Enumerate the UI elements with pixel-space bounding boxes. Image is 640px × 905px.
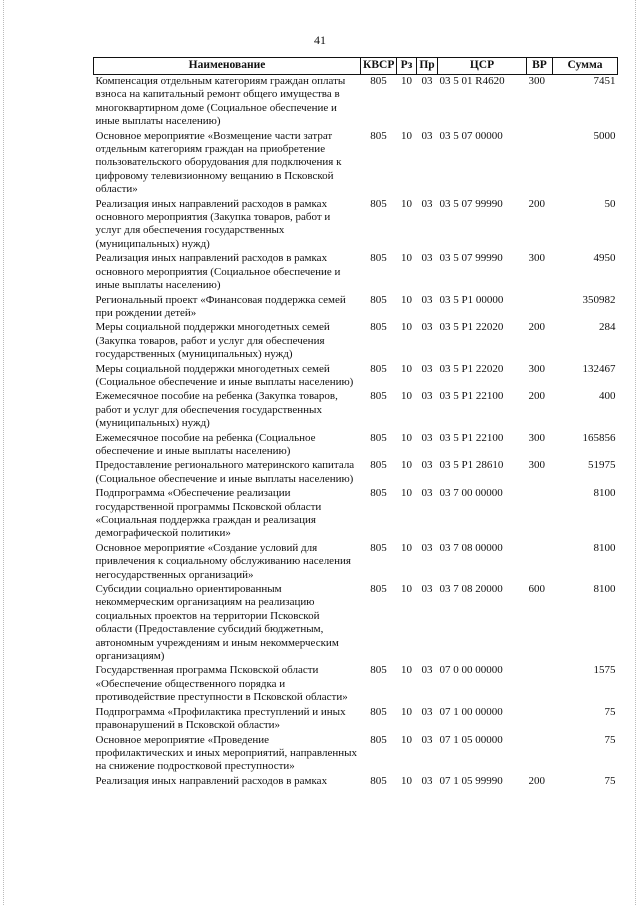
header-pr: Пр — [417, 58, 438, 75]
cell-pr: 03 — [421, 390, 433, 403]
cell-kvsr: 805 — [370, 252, 387, 265]
cell-kvsr: 805 — [370, 129, 387, 142]
table-row — [94, 775, 618, 789]
cell-pr: 03 — [421, 459, 433, 472]
cell-csr: 03 5 P1 22100 — [439, 390, 504, 403]
cell-pr: 03 — [421, 541, 433, 554]
cell-vr — [527, 542, 553, 583]
cell-vr: 200 — [528, 197, 545, 210]
scan-edge-right — [635, 0, 637, 905]
cell-sum: 50 — [604, 197, 616, 210]
cell-rz: 10 — [401, 293, 412, 306]
cell-vr — [527, 706, 553, 734]
cell-name: Компенсация отдельным категориям граждан оплаты взноса на капитальный ремонт общего имущества в многоквартирном доме (Социальное обеспечение и иные выплаты населению) — [95, 75, 346, 128]
cell-pr: 03 — [421, 664, 433, 677]
cell-csr: 03 7 00 00000 — [439, 487, 503, 500]
table-header-row — [94, 58, 618, 75]
cell-pr: 03 — [421, 293, 433, 306]
cell-sum: 165856 — [582, 431, 616, 444]
cell-vr: 600 — [528, 583, 545, 596]
cell-name: Подпрограмма «Профилактика преступлений и иных правонарушений в Псковской области» — [95, 705, 346, 732]
cell-vr — [527, 734, 553, 775]
cell-csr: 03 7 08 20000 — [439, 583, 503, 596]
cell-csr: 03 5 P1 28610 — [439, 459, 504, 472]
table-row — [94, 130, 618, 198]
cell-rz: 10 — [401, 431, 412, 444]
cell-sum: 8100 — [593, 487, 616, 500]
cell-rz: 10 — [401, 197, 412, 210]
cell-kvsr: 805 — [370, 75, 387, 87]
cell-vr — [527, 664, 553, 705]
cell-sum: 1575 — [593, 664, 616, 677]
cell-csr: 03 5 07 00000 — [439, 129, 503, 142]
cell-csr: 07 0 00 00000 — [439, 664, 503, 677]
cell-rz: 10 — [401, 541, 412, 554]
cell-name: Меры социальной поддержки многодетных семей (Закупка товаров, работ и услуг для обеспечения государственных (муниципальных) нужд) — [95, 321, 330, 361]
cell-csr: 03 5 01 R4620 — [439, 75, 505, 87]
cell-sum: 132467 — [582, 362, 616, 375]
cell-pr: 03 — [421, 733, 433, 746]
table-row — [94, 75, 618, 130]
cell-name: Основное мероприятие «Возмещение части затрат отдельным категориям граждан на приобретение пользовательского оборудования для подключения к цифровому телевизионному вещанию в Псковской области» — [95, 129, 342, 196]
cell-vr — [527, 130, 553, 198]
cell-pr: 03 — [421, 431, 433, 444]
cell-csr: 03 5 P1 22020 — [439, 321, 504, 334]
header-sum: Сумма — [553, 58, 618, 75]
cell-vr: 300 — [528, 362, 545, 375]
cell-kvsr: 805 — [370, 362, 387, 375]
cell-name: Реализация иных направлений расходов в рамках основного мероприятия (Социальное обеспечение и иные выплаты населению) — [95, 252, 341, 292]
table-row — [94, 252, 618, 293]
table-row — [94, 198, 618, 253]
cell-sum: 350982 — [582, 293, 616, 306]
cell-csr: 07 1 00 00000 — [439, 705, 503, 718]
cell-rz: 10 — [401, 487, 412, 500]
cell-vr: 300 — [528, 431, 545, 444]
cell-name: Основное мероприятие «Создание условий для привлечения к социальному обслуживанию населения негосударственных организаций» — [95, 541, 351, 581]
cell-sum: 75 — [604, 733, 616, 746]
cell-rz: 10 — [401, 129, 412, 142]
table-row — [94, 664, 618, 705]
cell-rz: 10 — [401, 733, 412, 746]
page-number: 41 — [314, 33, 326, 47]
cell-vr — [527, 294, 553, 322]
cell-rz: 10 — [401, 321, 412, 334]
table-row — [94, 294, 618, 322]
cell-name: Ежемесячное пособие на ребенка (Социальное обеспечение и иные выплаты населению) — [95, 431, 316, 457]
cell-name: Подпрограмма «Обеспечение реализации государственной программы Псковской области «Социальная поддержка граждан и реализация демографической политики» — [95, 487, 322, 540]
table-row — [94, 734, 618, 775]
cell-name: Основное мероприятие «Проведение профилактических и иных мероприятий, направленных на снижение подростковой преступности» — [95, 733, 358, 773]
cell-rz: 10 — [401, 583, 412, 596]
cell-pr: 03 — [421, 252, 433, 265]
cell-sum: 8100 — [593, 541, 616, 554]
cell-kvsr: 805 — [370, 664, 387, 677]
header-csr: ЦСР — [438, 58, 527, 75]
table-body — [94, 75, 618, 790]
cell-csr: 07 1 05 00000 — [439, 733, 503, 746]
cell-kvsr: 805 — [370, 487, 387, 500]
cell-sum: 7451 — [593, 75, 616, 87]
header-vr: ВР — [527, 58, 553, 75]
table-row — [94, 706, 618, 734]
cell-kvsr: 805 — [370, 197, 387, 210]
scan-edge-left — [3, 0, 5, 905]
cell-name: Реализация иных направлений расходов в рамках — [95, 774, 328, 787]
cell-rz: 10 — [401, 705, 412, 718]
cell-rz: 10 — [401, 252, 412, 265]
cell-pr: 03 — [421, 583, 433, 596]
cell-pr: 03 — [421, 197, 433, 210]
cell-sum: 8100 — [593, 583, 616, 596]
table-row — [94, 459, 618, 487]
cell-csr: 03 5 P1 22020 — [439, 362, 504, 375]
cell-kvsr: 805 — [370, 583, 387, 596]
cell-name: Предоставление регионального материнского капитала (Социальное обеспечение и иные выплаты населению) — [95, 459, 355, 485]
table-row — [94, 432, 618, 460]
cell-rz: 10 — [401, 390, 412, 403]
table-row — [94, 390, 618, 431]
cell-vr: 200 — [528, 390, 545, 403]
cell-pr: 03 — [421, 75, 433, 87]
cell-rz: 10 — [401, 664, 412, 677]
cell-csr: 07 1 05 99990 — [439, 774, 503, 787]
cell-vr: 300 — [528, 75, 545, 87]
cell-kvsr: 805 — [370, 459, 387, 472]
cell-kvsr: 805 — [370, 390, 387, 403]
cell-sum: 400 — [599, 390, 616, 403]
cell-kvsr: 805 — [370, 321, 387, 334]
cell-csr: 03 5 P1 22100 — [439, 431, 504, 444]
cell-csr: 03 7 08 00000 — [439, 541, 503, 554]
cell-kvsr: 805 — [370, 541, 387, 554]
cell-vr: 200 — [528, 321, 545, 334]
cell-name: Реализация иных направлений расходов в рамках основного мероприятия (Закупка товаров, работ и услуг для обеспечения государственных (муниципальных) нужд) — [95, 197, 331, 250]
cell-name: Ежемесячное пособие на ребенка (Закупка товаров, работ и услуг для обеспечения государственных (муниципальных) нужд) — [95, 390, 338, 430]
header-kvsr: КВСР — [361, 58, 397, 75]
cell-pr: 03 — [421, 129, 433, 142]
cell-kvsr: 805 — [370, 431, 387, 444]
cell-rz: 10 — [401, 774, 412, 787]
cell-name: Государственная программа Псковской области «Обеспечение общественного порядка и противодействие преступности в Псковской области» — [95, 664, 348, 704]
cell-rz: 10 — [401, 459, 412, 472]
cell-pr: 03 — [421, 362, 433, 375]
cell-sum: 5000 — [593, 129, 616, 142]
cell-sum: 51975 — [588, 459, 616, 472]
cell-name: Меры социальной поддержки многодетных семей (Социальное обеспечение и иные выплаты населению) — [95, 362, 354, 388]
cell-sum: 75 — [604, 774, 616, 787]
cell-kvsr: 805 — [370, 774, 387, 787]
cell-pr: 03 — [421, 321, 433, 334]
cell-csr: 03 5 07 99990 — [439, 197, 503, 210]
cell-name: Субсидии социально ориентированным некоммерческим организациям на реализацию социальных проектов на территории Псковской области (Предоставление субсидий бюджетным, автономным учреждениям и иным некоммерческим организациям) — [95, 583, 339, 663]
cell-sum: 284 — [599, 321, 616, 334]
cell-kvsr: 805 — [370, 705, 387, 718]
cell-kvsr: 805 — [370, 293, 387, 306]
table-row — [94, 363, 618, 391]
table-row — [94, 583, 618, 664]
header-rz: Рз — [397, 58, 417, 75]
cell-csr: 03 5 07 99990 — [439, 252, 503, 265]
cell-pr: 03 — [421, 705, 433, 718]
cell-vr: 300 — [528, 459, 545, 472]
cell-vr — [527, 487, 553, 542]
cell-vr: 300 — [528, 252, 545, 265]
cell-rz: 10 — [401, 75, 412, 87]
header-name: Наименование — [94, 58, 361, 75]
cell-sum: 75 — [604, 705, 616, 718]
table-row — [94, 487, 618, 542]
cell-name: Региональный проект «Финансовая поддержка семей при рождении детей» — [95, 293, 346, 319]
cell-vr: 200 — [528, 774, 545, 787]
table-row — [94, 542, 618, 583]
cell-pr: 03 — [421, 774, 433, 787]
cell-pr: 03 — [421, 487, 433, 500]
cell-kvsr: 805 — [370, 733, 387, 746]
cell-csr: 03 5 P1 00000 — [439, 293, 504, 306]
cell-rz: 10 — [401, 362, 412, 375]
budget-table — [93, 57, 618, 789]
table-row — [94, 321, 618, 362]
cell-sum: 4950 — [593, 252, 616, 265]
